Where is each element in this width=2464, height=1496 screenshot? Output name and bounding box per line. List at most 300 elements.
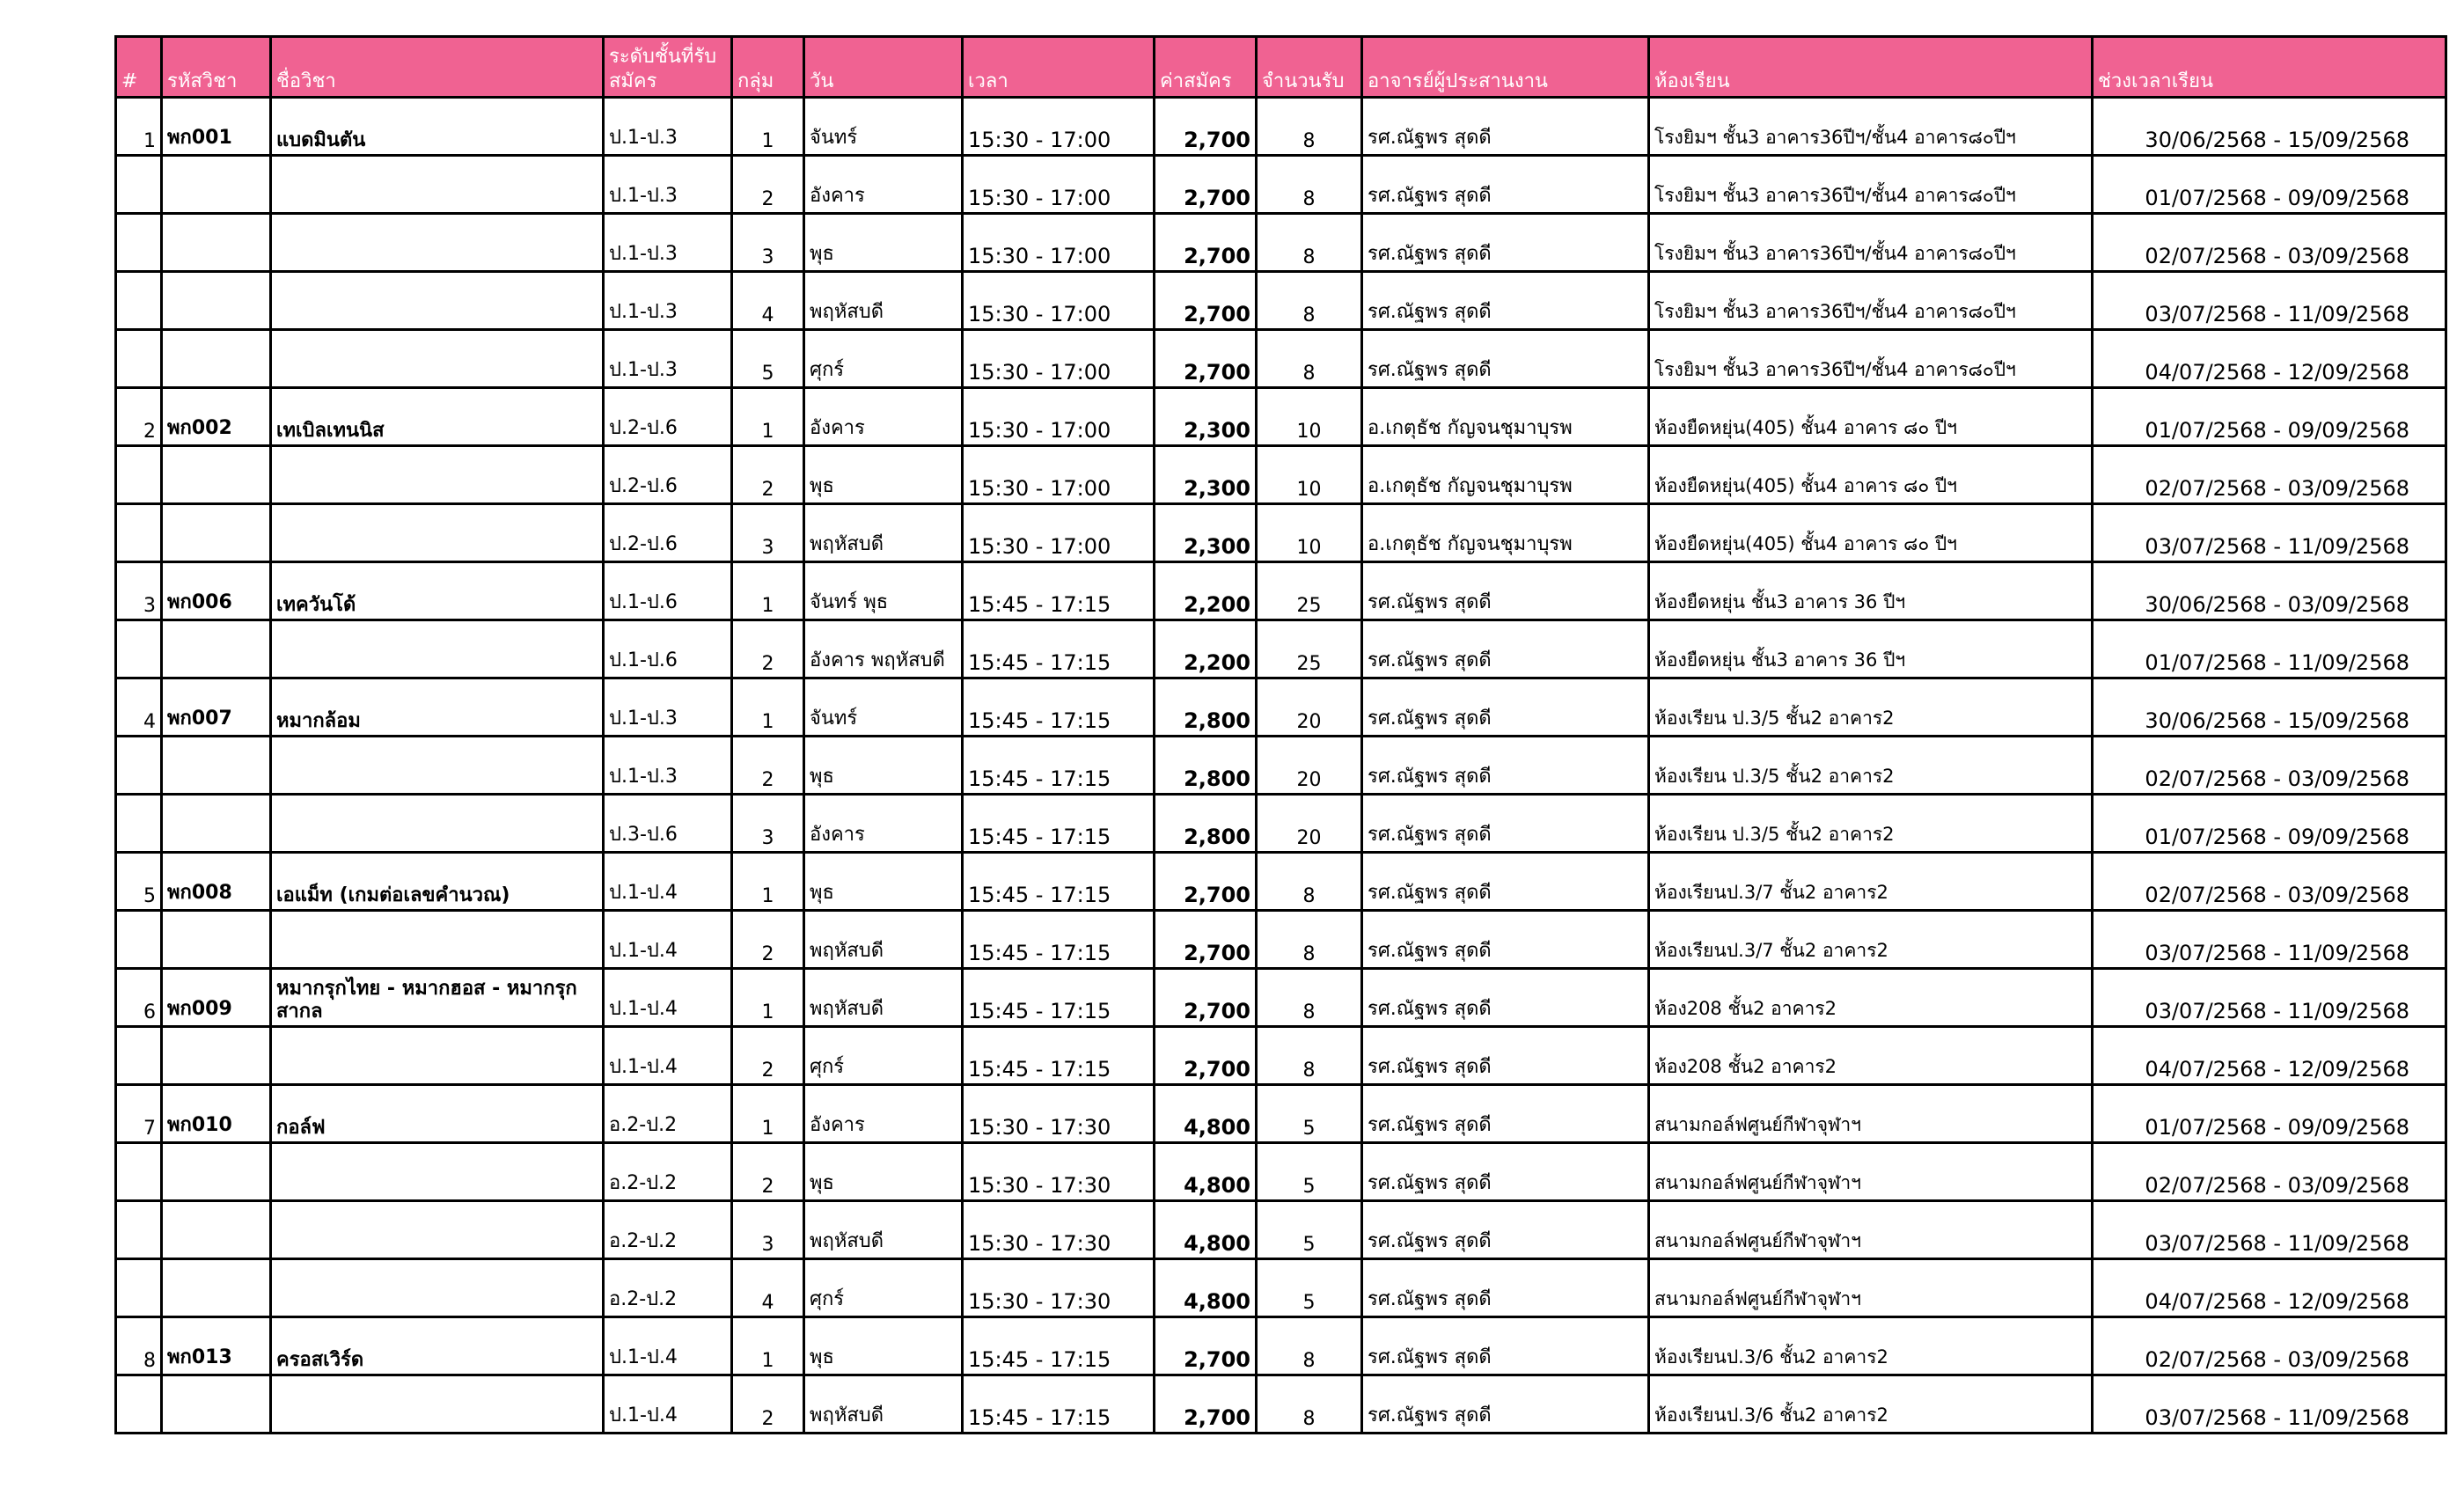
cell-time: 15:45 - 17:15 xyxy=(963,969,1155,1027)
table-row xyxy=(116,737,2446,795)
cell-seats: 25 xyxy=(1257,620,1362,678)
cell-level: ป.1-ป.4 xyxy=(604,1317,732,1375)
cell-code: พก007 xyxy=(162,678,271,737)
cell-name xyxy=(271,330,604,388)
cell-idx: 2 xyxy=(116,388,162,446)
cell-group: 2 xyxy=(732,1143,804,1201)
cell-period: 01/07/2568 - 09/09/2568 xyxy=(2093,795,2446,853)
cell-group: 2 xyxy=(732,911,804,969)
cell-seats: 10 xyxy=(1257,446,1362,504)
cell-level: ป.1-ป.4 xyxy=(604,969,732,1027)
cell-seats: 8 xyxy=(1257,156,1362,214)
cell-code xyxy=(162,330,271,388)
cell-fee: 2,300 xyxy=(1155,504,1257,562)
cell-period: 03/07/2568 - 11/09/2568 xyxy=(2093,1375,2446,1434)
table-row xyxy=(116,330,2446,388)
cell-period: 30/06/2568 - 03/09/2568 xyxy=(2093,562,2446,620)
cell-teacher: รศ.ณัฐพร สุดดี xyxy=(1362,969,1649,1027)
cell-idx xyxy=(116,504,162,562)
cell-room: โรงยิมฯ ชั้น3 อาคาร36ปีฯ/ชั้น4 อาคาร๘๐ปีฯ xyxy=(1649,156,2093,214)
schedule-table xyxy=(114,35,2447,1434)
cell-day: พฤหัสบดี xyxy=(804,911,963,969)
cell-idx xyxy=(116,1143,162,1201)
cell-period: 02/07/2568 - 03/09/2568 xyxy=(2093,853,2446,911)
cell-fee: 2,700 xyxy=(1155,1317,1257,1375)
cell-fee: 2,700 xyxy=(1155,214,1257,272)
cell-time: 15:45 - 17:15 xyxy=(963,1027,1155,1085)
cell-name xyxy=(271,1027,604,1085)
cell-room: สนามกอล์ฟศูนย์กีฬาจุฬาฯ xyxy=(1649,1143,2093,1201)
cell-period: 01/07/2568 - 09/09/2568 xyxy=(2093,388,2446,446)
cell-group: 1 xyxy=(732,853,804,911)
cell-time: 15:45 - 17:15 xyxy=(963,562,1155,620)
cell-seats: 5 xyxy=(1257,1201,1362,1259)
cell-teacher: รศ.ณัฐพร สุดดี xyxy=(1362,1085,1649,1143)
cell-room: ห้องเรียนป.3/7 ชั้น2 อาคาร2 xyxy=(1649,911,2093,969)
cell-time: 15:30 - 17:00 xyxy=(963,330,1155,388)
cell-day: พฤหัสบดี xyxy=(804,1375,963,1434)
cell-name xyxy=(271,504,604,562)
cell-seats: 5 xyxy=(1257,1259,1362,1317)
table-row xyxy=(116,504,2446,562)
cell-idx xyxy=(116,737,162,795)
cell-time: 15:30 - 17:00 xyxy=(963,156,1155,214)
cell-teacher: รศ.ณัฐพร สุดดี xyxy=(1362,1201,1649,1259)
table-row xyxy=(116,98,2446,156)
cell-seats: 8 xyxy=(1257,330,1362,388)
header-room: ห้องเรียน xyxy=(1649,37,2093,98)
cell-name xyxy=(271,272,604,330)
cell-period: 02/07/2568 - 03/09/2568 xyxy=(2093,737,2446,795)
cell-code: พก002 xyxy=(162,388,271,446)
cell-time: 15:45 - 17:15 xyxy=(963,678,1155,737)
cell-level: ป.1-ป.3 xyxy=(604,330,732,388)
cell-fee: 2,200 xyxy=(1155,562,1257,620)
cell-time: 15:30 - 17:30 xyxy=(963,1143,1155,1201)
cell-name xyxy=(271,1375,604,1434)
cell-group: 1 xyxy=(732,1317,804,1375)
cell-level: ป.1-ป.3 xyxy=(604,156,732,214)
cell-name xyxy=(271,737,604,795)
header-day: วัน xyxy=(804,37,963,98)
cell-idx xyxy=(116,156,162,214)
table-row xyxy=(116,620,2446,678)
cell-code xyxy=(162,737,271,795)
cell-room: ห้องยืดหยุ่น(405) ชั้น4 อาคาร ๘๐ ปีฯ xyxy=(1649,388,2093,446)
table-row xyxy=(116,1027,2446,1085)
cell-fee: 2,700 xyxy=(1155,853,1257,911)
cell-group: 1 xyxy=(732,388,804,446)
cell-name xyxy=(271,911,604,969)
cell-period: 01/07/2568 - 11/09/2568 xyxy=(2093,620,2446,678)
cell-seats: 8 xyxy=(1257,1317,1362,1375)
cell-level: ป.1-ป.3 xyxy=(604,737,732,795)
cell-time: 15:30 - 17:00 xyxy=(963,388,1155,446)
cell-fee: 2,700 xyxy=(1155,98,1257,156)
cell-group: 2 xyxy=(732,446,804,504)
header-teacher: อาจารย์ผู้ประสานงาน xyxy=(1362,37,1649,98)
cell-idx xyxy=(116,620,162,678)
cell-day: พุธ xyxy=(804,853,963,911)
cell-room: โรงยิมฯ ชั้น3 อาคาร36ปีฯ/ชั้น4 อาคาร๘๐ปีฯ xyxy=(1649,272,2093,330)
cell-level: ป.1-ป.4 xyxy=(604,853,732,911)
table-row xyxy=(116,1375,2446,1434)
cell-period: 01/07/2568 - 09/09/2568 xyxy=(2093,156,2446,214)
cell-fee: 4,800 xyxy=(1155,1085,1257,1143)
cell-idx xyxy=(116,1027,162,1085)
cell-period: 30/06/2568 - 15/09/2568 xyxy=(2093,98,2446,156)
cell-group: 1 xyxy=(732,1085,804,1143)
cell-group: 1 xyxy=(732,562,804,620)
table-body xyxy=(116,98,2446,1434)
table-row xyxy=(116,969,2446,1027)
cell-idx: 1 xyxy=(116,98,162,156)
cell-group: 3 xyxy=(732,504,804,562)
table-row xyxy=(116,562,2446,620)
cell-level: ป.1-ป.4 xyxy=(604,911,732,969)
cell-room: โรงยิมฯ ชั้น3 อาคาร36ปีฯ/ชั้น4 อาคาร๘๐ปีฯ xyxy=(1649,330,2093,388)
header-fee: ค่าสมัคร xyxy=(1155,37,1257,98)
cell-name: แบดมินตัน xyxy=(271,98,604,156)
cell-room: สนามกอล์ฟศูนย์กีฬาจุฬาฯ xyxy=(1649,1085,2093,1143)
table-row xyxy=(116,911,2446,969)
table-row xyxy=(116,388,2446,446)
cell-teacher: รศ.ณัฐพร สุดดี xyxy=(1362,795,1649,853)
cell-period: 03/07/2568 - 11/09/2568 xyxy=(2093,969,2446,1027)
cell-level: ป.1-ป.3 xyxy=(604,214,732,272)
cell-seats: 5 xyxy=(1257,1143,1362,1201)
cell-day: อังคาร xyxy=(804,795,963,853)
header-period: ช่วงเวลาเรียน xyxy=(2093,37,2446,98)
cell-level: ป.2-ป.6 xyxy=(604,446,732,504)
cell-group: 5 xyxy=(732,330,804,388)
cell-level: อ.2-ป.2 xyxy=(604,1143,732,1201)
cell-teacher: รศ.ณัฐพร สุดดี xyxy=(1362,737,1649,795)
cell-time: 15:45 - 17:15 xyxy=(963,1375,1155,1434)
cell-level: ป.3-ป.6 xyxy=(604,795,732,853)
cell-period: 04/07/2568 - 12/09/2568 xyxy=(2093,1027,2446,1085)
cell-teacher: รศ.ณัฐพร สุดดี xyxy=(1362,98,1649,156)
cell-idx xyxy=(116,911,162,969)
cell-day: อังคาร xyxy=(804,1085,963,1143)
cell-level: ป.2-ป.6 xyxy=(604,504,732,562)
cell-day: พฤหัสบดี xyxy=(804,272,963,330)
cell-seats: 20 xyxy=(1257,737,1362,795)
cell-idx: 7 xyxy=(116,1085,162,1143)
cell-idx xyxy=(116,214,162,272)
cell-code xyxy=(162,504,271,562)
cell-period: 03/07/2568 - 11/09/2568 xyxy=(2093,1201,2446,1259)
cell-time: 15:30 - 17:00 xyxy=(963,272,1155,330)
header-time: เวลา xyxy=(963,37,1155,98)
cell-code xyxy=(162,1375,271,1434)
cell-group: 1 xyxy=(732,969,804,1027)
cell-name: หมากรุกไทย - หมากฮอส - หมากรุกสากล xyxy=(271,969,604,1027)
cell-period: 02/07/2568 - 03/09/2568 xyxy=(2093,214,2446,272)
header-seats: จำนวนรับ xyxy=(1257,37,1362,98)
cell-room: ห้องยืดหยุ่น(405) ชั้น4 อาคาร ๘๐ ปีฯ xyxy=(1649,504,2093,562)
cell-seats: 8 xyxy=(1257,911,1362,969)
cell-code: พก010 xyxy=(162,1085,271,1143)
cell-name xyxy=(271,620,604,678)
cell-seats: 20 xyxy=(1257,678,1362,737)
cell-teacher: รศ.ณัฐพร สุดดี xyxy=(1362,678,1649,737)
cell-room: ห้องยืดหยุ่น ชั้น3 อาคาร 36 ปีฯ xyxy=(1649,562,2093,620)
cell-period: 02/07/2568 - 03/09/2568 xyxy=(2093,1317,2446,1375)
cell-room: ห้องเรียนป.3/7 ชั้น2 อาคาร2 xyxy=(1649,853,2093,911)
cell-seats: 8 xyxy=(1257,1375,1362,1434)
cell-group: 2 xyxy=(732,737,804,795)
cell-period: 04/07/2568 - 12/09/2568 xyxy=(2093,330,2446,388)
cell-day: พุธ xyxy=(804,1143,963,1201)
cell-group: 1 xyxy=(732,678,804,737)
table-row xyxy=(116,1259,2446,1317)
cell-teacher: รศ.ณัฐพร สุดดี xyxy=(1362,1027,1649,1085)
cell-teacher: รศ.ณัฐพร สุดดี xyxy=(1362,911,1649,969)
header-name: ชื่อวิชา xyxy=(271,37,604,98)
cell-idx xyxy=(116,795,162,853)
cell-teacher: อ.เกตุธัช กัญจนชุมาบุรพ xyxy=(1362,446,1649,504)
cell-room: ห้องเรียนป.3/6 ชั้น2 อาคาร2 xyxy=(1649,1317,2093,1375)
table-row xyxy=(116,214,2446,272)
cell-fee: 2,200 xyxy=(1155,620,1257,678)
cell-time: 15:30 - 17:00 xyxy=(963,214,1155,272)
cell-day: พุธ xyxy=(804,737,963,795)
cell-seats: 5 xyxy=(1257,1085,1362,1143)
cell-teacher: รศ.ณัฐพร สุดดี xyxy=(1362,1259,1649,1317)
table-row xyxy=(116,678,2446,737)
cell-level: ป.1-ป.3 xyxy=(604,98,732,156)
cell-idx xyxy=(116,272,162,330)
cell-idx: 4 xyxy=(116,678,162,737)
cell-room: โรงยิมฯ ชั้น3 อาคาร36ปีฯ/ชั้น4 อาคาร๘๐ปีฯ xyxy=(1649,98,2093,156)
cell-fee: 2,700 xyxy=(1155,272,1257,330)
cell-idx: 6 xyxy=(116,969,162,1027)
cell-level: อ.2-ป.2 xyxy=(604,1259,732,1317)
cell-fee: 2,800 xyxy=(1155,678,1257,737)
cell-level: อ.2-ป.2 xyxy=(604,1201,732,1259)
cell-group: 2 xyxy=(732,1027,804,1085)
header-level: ระดับชั้นที่รับสมัคร xyxy=(604,37,732,98)
cell-room: ห้องเรียนป.3/6 ชั้น2 อาคาร2 xyxy=(1649,1375,2093,1434)
cell-name: หมากล้อม xyxy=(271,678,604,737)
cell-name: เทเบิลเทนนิส xyxy=(271,388,604,446)
cell-day: พฤหัสบดี xyxy=(804,504,963,562)
cell-fee: 2,700 xyxy=(1155,156,1257,214)
cell-time: 15:30 - 17:30 xyxy=(963,1259,1155,1317)
cell-day: ศุกร์ xyxy=(804,1027,963,1085)
cell-group: 4 xyxy=(732,272,804,330)
table-row xyxy=(116,1143,2446,1201)
cell-fee: 2,700 xyxy=(1155,911,1257,969)
header-row xyxy=(116,37,2446,98)
cell-idx: 5 xyxy=(116,853,162,911)
table-header xyxy=(116,37,2446,98)
cell-code: พก001 xyxy=(162,98,271,156)
cell-group: 2 xyxy=(732,1375,804,1434)
table-row xyxy=(116,446,2446,504)
table-row xyxy=(116,1201,2446,1259)
cell-idx: 8 xyxy=(116,1317,162,1375)
cell-code xyxy=(162,156,271,214)
cell-room: สนามกอล์ฟศูนย์กีฬาจุฬาฯ xyxy=(1649,1259,2093,1317)
cell-seats: 8 xyxy=(1257,969,1362,1027)
cell-fee: 2,800 xyxy=(1155,795,1257,853)
cell-day: พุธ xyxy=(804,214,963,272)
cell-code xyxy=(162,795,271,853)
cell-teacher: รศ.ณัฐพร สุดดี xyxy=(1362,620,1649,678)
cell-teacher: รศ.ณัฐพร สุดดี xyxy=(1362,1317,1649,1375)
cell-code xyxy=(162,1259,271,1317)
cell-seats: 8 xyxy=(1257,214,1362,272)
cell-seats: 10 xyxy=(1257,504,1362,562)
cell-group: 4 xyxy=(732,1259,804,1317)
cell-code xyxy=(162,620,271,678)
cell-fee: 2,700 xyxy=(1155,1027,1257,1085)
cell-day: จันทร์ xyxy=(804,98,963,156)
cell-fee: 2,800 xyxy=(1155,737,1257,795)
cell-group: 2 xyxy=(732,156,804,214)
cell-level: ป.1-ป.3 xyxy=(604,272,732,330)
cell-seats: 8 xyxy=(1257,853,1362,911)
cell-group: 2 xyxy=(732,620,804,678)
cell-name xyxy=(271,795,604,853)
cell-room: ห้องเรียน ป.3/5 ชั้น2 อาคาร2 xyxy=(1649,737,2093,795)
cell-fee: 2,700 xyxy=(1155,1375,1257,1434)
cell-group: 1 xyxy=(732,98,804,156)
cell-name: ครอสเวิร์ด xyxy=(271,1317,604,1375)
cell-seats: 20 xyxy=(1257,795,1362,853)
cell-code: พก009 xyxy=(162,969,271,1027)
cell-fee: 2,300 xyxy=(1155,388,1257,446)
cell-time: 15:45 - 17:15 xyxy=(963,911,1155,969)
cell-room: ห้อง208 ชั้น2 อาคาร2 xyxy=(1649,969,2093,1027)
cell-room: ห้องยืดหยุ่น(405) ชั้น4 อาคาร ๘๐ ปีฯ xyxy=(1649,446,2093,504)
cell-name xyxy=(271,1259,604,1317)
cell-level: ป.1-ป.6 xyxy=(604,562,732,620)
cell-day: พุธ xyxy=(804,446,963,504)
cell-idx xyxy=(116,446,162,504)
cell-name xyxy=(271,1201,604,1259)
cell-fee: 4,800 xyxy=(1155,1259,1257,1317)
cell-name: กอล์ฟ xyxy=(271,1085,604,1143)
cell-name: เอแม็ท (เกมต่อเลขคำนวณ) xyxy=(271,853,604,911)
cell-name xyxy=(271,156,604,214)
table-row xyxy=(116,156,2446,214)
cell-name xyxy=(271,1143,604,1201)
cell-level: ป.1-ป.4 xyxy=(604,1027,732,1085)
cell-time: 15:30 - 17:30 xyxy=(963,1201,1155,1259)
cell-group: 3 xyxy=(732,214,804,272)
cell-level: ป.1-ป.6 xyxy=(604,620,732,678)
cell-period: 01/07/2568 - 09/09/2568 xyxy=(2093,1085,2446,1143)
cell-day: พฤหัสบดี xyxy=(804,1201,963,1259)
table-row xyxy=(116,272,2446,330)
cell-idx xyxy=(116,1375,162,1434)
cell-fee: 2,700 xyxy=(1155,969,1257,1027)
cell-seats: 25 xyxy=(1257,562,1362,620)
cell-time: 15:45 - 17:15 xyxy=(963,620,1155,678)
header-group: กลุ่ม xyxy=(732,37,804,98)
cell-day: อังคาร พฤหัสบดี xyxy=(804,620,963,678)
cell-group: 3 xyxy=(732,795,804,853)
cell-period: 02/07/2568 - 03/09/2568 xyxy=(2093,446,2446,504)
cell-day: พุธ xyxy=(804,1317,963,1375)
cell-room: ห้องเรียน ป.3/5 ชั้น2 อาคาร2 xyxy=(1649,678,2093,737)
table-row xyxy=(116,1317,2446,1375)
cell-idx xyxy=(116,330,162,388)
cell-name xyxy=(271,214,604,272)
cell-period: 04/07/2568 - 12/09/2568 xyxy=(2093,1259,2446,1317)
cell-day: ศุกร์ xyxy=(804,1259,963,1317)
cell-code: พก008 xyxy=(162,853,271,911)
cell-teacher: รศ.ณัฐพร สุดดี xyxy=(1362,853,1649,911)
cell-code: พก013 xyxy=(162,1317,271,1375)
cell-seats: 10 xyxy=(1257,388,1362,446)
cell-fee: 2,300 xyxy=(1155,446,1257,504)
cell-code xyxy=(162,272,271,330)
cell-room: สนามกอล์ฟศูนย์กีฬาจุฬาฯ xyxy=(1649,1201,2093,1259)
cell-code xyxy=(162,446,271,504)
cell-day: อังคาร xyxy=(804,388,963,446)
cell-code xyxy=(162,1201,271,1259)
cell-fee: 4,800 xyxy=(1155,1201,1257,1259)
cell-room: ห้องยืดหยุ่น ชั้น3 อาคาร 36 ปีฯ xyxy=(1649,620,2093,678)
cell-room: ห้อง208 ชั้น2 อาคาร2 xyxy=(1649,1027,2093,1085)
cell-seats: 8 xyxy=(1257,272,1362,330)
cell-teacher: อ.เกตุธัช กัญจนชุมาบุรพ xyxy=(1362,504,1649,562)
cell-day: พฤหัสบดี xyxy=(804,969,963,1027)
cell-name: เทควันโด้ xyxy=(271,562,604,620)
cell-day: ศุกร์ xyxy=(804,330,963,388)
cell-group: 3 xyxy=(732,1201,804,1259)
cell-time: 15:45 - 17:15 xyxy=(963,853,1155,911)
cell-period: 03/07/2568 - 11/09/2568 xyxy=(2093,504,2446,562)
cell-period: 02/07/2568 - 03/09/2568 xyxy=(2093,1143,2446,1201)
cell-teacher: รศ.ณัฐพร สุดดี xyxy=(1362,156,1649,214)
cell-period: 03/07/2568 - 11/09/2568 xyxy=(2093,911,2446,969)
cell-teacher: รศ.ณัฐพร สุดดี xyxy=(1362,562,1649,620)
cell-code xyxy=(162,214,271,272)
cell-day: จันทร์ พุธ xyxy=(804,562,963,620)
cell-day: อังคาร xyxy=(804,156,963,214)
cell-seats: 8 xyxy=(1257,1027,1362,1085)
cell-idx xyxy=(116,1201,162,1259)
cell-time: 15:45 - 17:15 xyxy=(963,1317,1155,1375)
cell-level: ป.1-ป.4 xyxy=(604,1375,732,1434)
table-row xyxy=(116,795,2446,853)
cell-code xyxy=(162,1143,271,1201)
cell-level: อ.2-ป.2 xyxy=(604,1085,732,1143)
cell-time: 15:30 - 17:00 xyxy=(963,504,1155,562)
cell-level: ป.2-ป.6 xyxy=(604,388,732,446)
header-code: รหัสวิชา xyxy=(162,37,271,98)
cell-time: 15:30 - 17:00 xyxy=(963,446,1155,504)
cell-teacher: รศ.ณัฐพร สุดดี xyxy=(1362,272,1649,330)
cell-seats: 8 xyxy=(1257,98,1362,156)
cell-time: 15:45 - 17:15 xyxy=(963,737,1155,795)
cell-level: ป.1-ป.3 xyxy=(604,678,732,737)
header-idx: # xyxy=(116,37,162,98)
cell-fee: 2,700 xyxy=(1155,330,1257,388)
table-row xyxy=(116,853,2446,911)
cell-teacher: รศ.ณัฐพร สุดดี xyxy=(1362,1375,1649,1434)
cell-code xyxy=(162,1027,271,1085)
cell-time: 15:30 - 17:30 xyxy=(963,1085,1155,1143)
cell-period: 30/06/2568 - 15/09/2568 xyxy=(2093,678,2446,737)
cell-teacher: รศ.ณัฐพร สุดดี xyxy=(1362,1143,1649,1201)
cell-room: ห้องเรียน ป.3/5 ชั้น2 อาคาร2 xyxy=(1649,795,2093,853)
